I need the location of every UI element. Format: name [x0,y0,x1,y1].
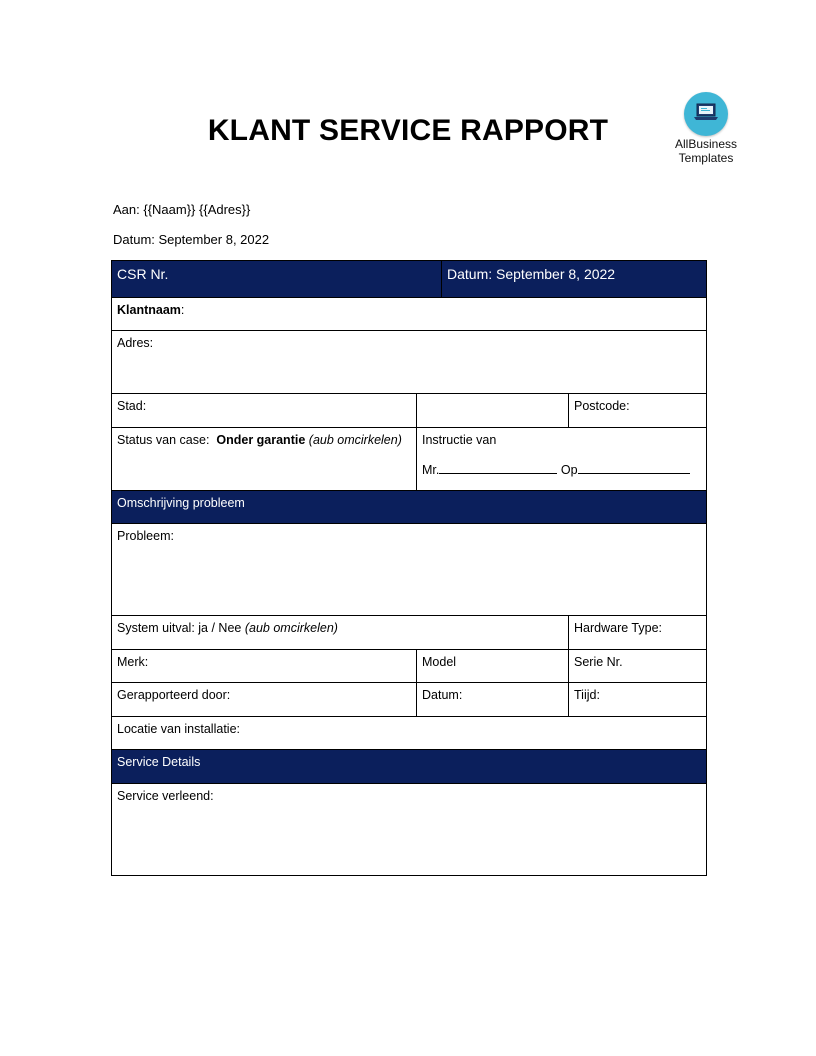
report-time-field[interactable] [569,683,707,717]
address-label: Adres: [117,336,154,350]
case-status-hint: (aub omcirkelen) [308,433,402,447]
city-field[interactable] [112,394,417,428]
recipient-line: Aan: {{Naam}} {{Adres}} [113,202,251,217]
case-status-label: Status van case: [117,433,210,447]
hardware-type-field[interactable] [569,616,707,650]
problem-section-cell [112,491,707,524]
header-date-cell [442,261,707,298]
problem-field[interactable] [112,524,707,616]
instruction-label: Instructie van [422,433,497,447]
csr-number-header[interactable] [112,261,442,298]
service-section-title: Service Details [117,755,201,769]
customer-name-label: Klantnaam [117,303,181,317]
address-field[interactable] [112,331,707,394]
logo-text-line2: Templates [678,151,734,165]
document-title: KLANT SERVICE RAPPORT [207,114,609,147]
report-date-label: Datum: [422,688,463,702]
date-line: Datum: September 8, 2022 [113,232,270,247]
brand-label: Merk: [117,655,149,669]
city-extra-field[interactable] [417,394,569,428]
mr-blank-line[interactable] [439,461,557,474]
customer-name-row [112,298,707,331]
install-location-row [112,717,707,750]
system-failure-label: System uitval: ja / Nee [117,621,242,635]
case-status-field[interactable] [112,428,417,491]
op-label: Op [560,463,578,477]
service-provided-label: Service verleend: [117,789,214,803]
system-failure-hint: (aub omcirkelen) [244,621,338,635]
logo-circle [684,92,728,136]
model-field[interactable] [417,650,569,683]
service-section-cell [112,750,707,784]
csr-number-label: CSR Nr. [117,266,169,282]
brand-field[interactable] [112,650,417,683]
op-blank-line[interactable] [578,461,690,474]
service-section-header [112,750,707,784]
system-failure-field[interactable] [112,616,569,650]
address-row [112,331,707,394]
reported-by-field[interactable] [112,683,417,717]
reported-by-label: Gerapporteerd door: [117,688,231,702]
company-logo [668,92,744,164]
service-provided-row [112,784,707,876]
problem-row [112,524,707,616]
postcode-label: Postcode: [574,399,630,413]
report-time-label: Tiijd: [574,688,600,702]
problem-section-title: Omschrijving probleem [117,496,245,510]
laptop-icon [693,103,719,123]
instruction-field[interactable] [417,428,707,491]
customer-name-field[interactable] [112,298,707,331]
case-status-value: Onder garantie [216,433,306,447]
case-status-row [112,428,707,491]
service-report-form [111,260,707,876]
problem-label: Probleem: [117,529,174,543]
problem-section-header [112,491,707,524]
brand-model-row [112,650,707,683]
form-header-row [112,261,707,298]
install-location-label: Locatie van installatie: [117,722,240,736]
serial-label: Serie Nr. [574,655,623,669]
instruction-signature-line [422,461,701,477]
system-failure-row [112,616,707,650]
report-date-field[interactable] [417,683,569,717]
service-provided-field[interactable] [112,784,707,876]
hardware-type-label: Hardware Type: [574,621,663,635]
header-date: Datum: September 8, 2022 [447,266,616,282]
city-label: Stad: [117,399,147,413]
city-row [112,394,707,428]
reported-by-row [112,683,707,717]
serial-field[interactable] [569,650,707,683]
install-location-field[interactable] [112,717,707,750]
model-label: Model [422,655,457,669]
postcode-field[interactable] [569,394,707,428]
customer-name-colon: : [180,303,185,317]
mr-label: Mr. [422,463,440,477]
logo-text-line1: AllBusiness [674,137,738,151]
